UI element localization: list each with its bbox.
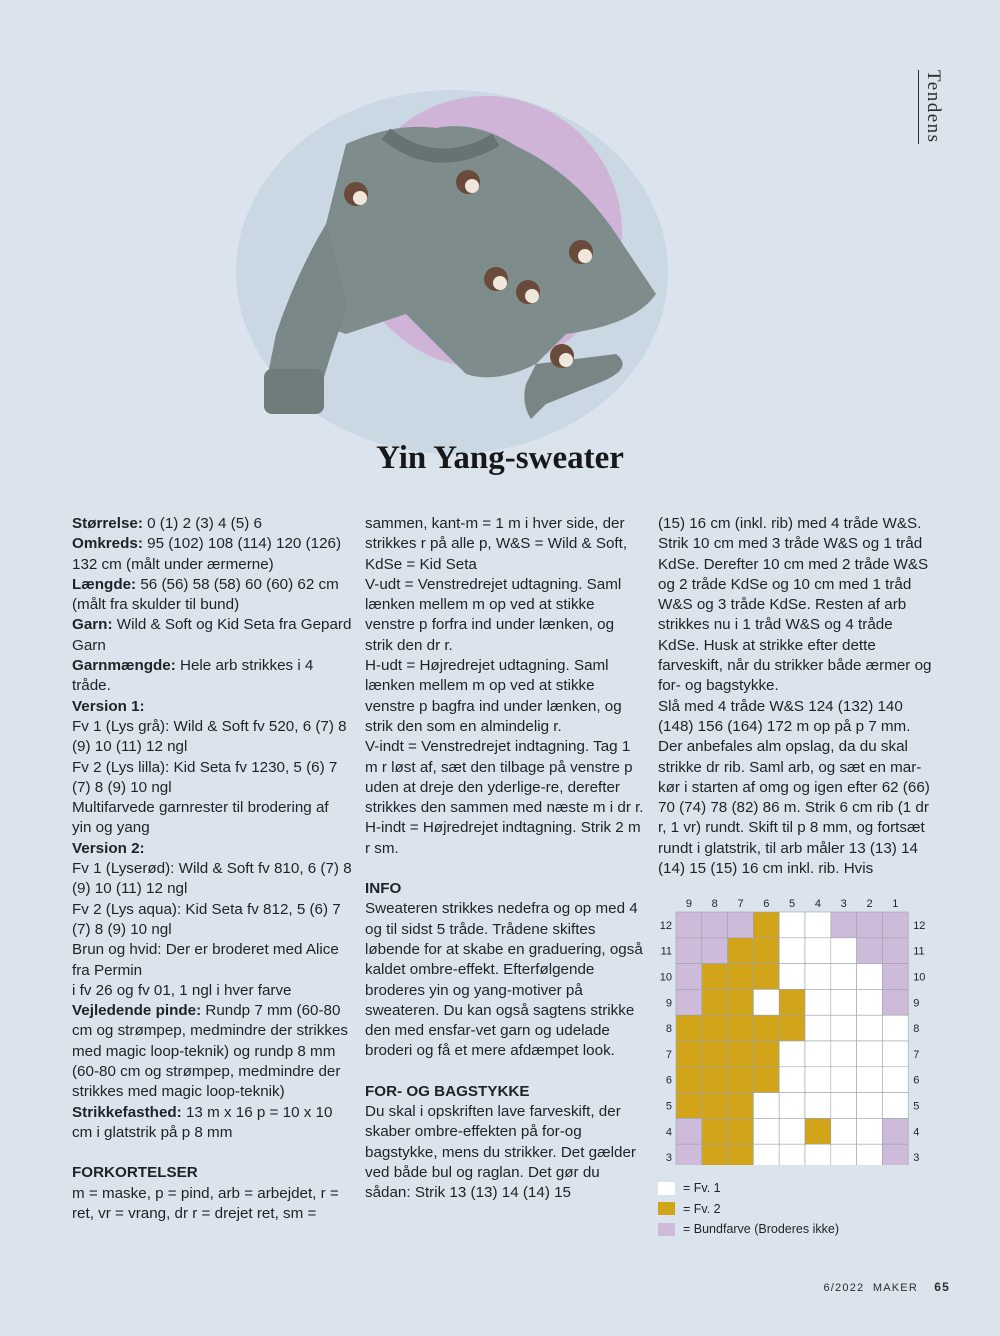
chart-cell [779, 964, 805, 990]
chart-cell [702, 989, 728, 1015]
chart-cell [676, 938, 702, 964]
chart-cell [857, 1118, 883, 1144]
spec-label: Omkreds: [72, 535, 143, 553]
chart-cell [753, 964, 779, 990]
spec-line [72, 758, 352, 799]
chart-cell [702, 964, 728, 990]
spec-value: Hele arb strikkes i 4 tråde. [72, 657, 314, 695]
chart-row-label-right: 6 [913, 1074, 920, 1087]
spec-line [72, 798, 352, 839]
chart-cell [805, 1118, 831, 1144]
column-1 [72, 514, 352, 1224]
chart-cell [779, 912, 805, 938]
spec-line [72, 575, 352, 616]
chart-row-label-left: 8 [665, 1023, 672, 1036]
spec-line [72, 697, 352, 717]
section-tag: Tendens [918, 70, 944, 144]
legend-swatch [658, 1202, 675, 1215]
embroidery-chart [654, 895, 930, 1165]
chart-cell [702, 912, 728, 938]
chart-cell [857, 989, 883, 1015]
chart-cell [753, 1118, 779, 1144]
chart-cell [857, 938, 883, 964]
front-back-heading: FOR- OG BAGSTYKKE [365, 1082, 530, 1100]
chart-cell [857, 1041, 883, 1067]
spec-value: Wild & Soft og Kid Seta fra Gepard Garn [72, 616, 352, 654]
chart-col-label-top: 4 [814, 898, 821, 910]
spec-line [72, 1001, 352, 1102]
chart-row-label-left: 12 [659, 919, 672, 932]
chart-cell [702, 1067, 728, 1093]
chart-cell [831, 1067, 857, 1093]
chart-cell [882, 1144, 908, 1165]
chart-cell [676, 1093, 702, 1119]
chart-cell [831, 1118, 857, 1144]
chart-cell [882, 1067, 908, 1093]
chart-cell [676, 989, 702, 1015]
chart-cell [676, 912, 702, 938]
chart-cell [779, 1144, 805, 1165]
chart-cell [676, 1118, 702, 1144]
chart-row-label-left: 10 [659, 971, 672, 984]
spec-line [72, 1103, 352, 1144]
chart-cell [831, 1093, 857, 1119]
spec-line [72, 534, 352, 575]
spec-line [72, 839, 352, 859]
chart-cell [728, 1067, 754, 1093]
chart-cell [753, 1144, 779, 1165]
chart-cell [857, 964, 883, 990]
chart-cell [702, 1093, 728, 1119]
spec-value: Fv 2 (Lys lilla): Kid Seta fv 1230, 5 (6) 7 (7) 8 (9) 10 ngl [72, 758, 338, 796]
spec-line [72, 656, 352, 697]
abbreviations-text: m = maske, p = pind, arb = arbejdet, r = ret, vr = vrang, dr r = drejet ret, sm = [72, 1184, 339, 1222]
spec-line [72, 615, 352, 656]
chart-cell [676, 1041, 702, 1067]
chart-cell [779, 1041, 805, 1067]
chart-row-label-right: 11 [913, 945, 925, 958]
spec-label: Størrelse: [72, 515, 143, 532]
chart-row-label-left: 4 [665, 1126, 672, 1139]
chart-col-label-top: 3 [840, 898, 847, 910]
chart-row-label-right: 10 [913, 971, 926, 984]
column-3 [658, 514, 938, 879]
spec-value: 13 m x 16 p = 10 x 10 cm i glatstrik på p 8 mm [72, 1103, 333, 1141]
spec-value: 95 (102) 108 (114) 120 (126) 132 cm (målt under ærmerne) [72, 535, 342, 573]
spec-value: Fv 1 (Lys grå): Wild & Soft fv 520, 6 (7) 8 (9) 10 (11) 12 ngl [72, 717, 347, 756]
legend-label: = Fv. 2 [683, 1201, 721, 1216]
chart-cell [779, 1093, 805, 1119]
spec-value: 56 (56) 58 (58) 60 (60) 62 cm (målt fra skulder til bund) [72, 575, 339, 614]
chart-cell [728, 1118, 754, 1144]
chart-cell [702, 938, 728, 964]
chart-col-label-top: 9 [685, 898, 692, 910]
chart-cell [728, 1093, 754, 1119]
chart-row-label-left: 3 [665, 1152, 672, 1165]
legend-item [658, 1199, 839, 1220]
chart-cell [831, 938, 857, 964]
abbreviation-line: H-udt = Højredrejet udtagning. Saml lænken mellem m op ved at stikke venstre p bagfra ind under lænken, og strik den som en almindelig r. [365, 657, 622, 735]
chart-cell [805, 1015, 831, 1041]
chart-col-label-top: 2 [866, 898, 873, 910]
chart-cell [882, 964, 908, 990]
chart-row-label-right: 5 [913, 1100, 920, 1113]
chart-cell [805, 989, 831, 1015]
chart-cell [779, 1118, 805, 1144]
chart-cell [728, 964, 754, 990]
spec-value: Fv 2 (Lys aqua): Kid Seta fv 812, 5 (6) 7 (7) 8 (9) 10 ngl [72, 900, 341, 938]
chart-cell [882, 912, 908, 938]
chart-cell [857, 1093, 883, 1119]
chart-cell [857, 912, 883, 938]
page-footer [823, 1280, 950, 1294]
chart-cell [779, 1015, 805, 1041]
chart-cell [857, 1015, 883, 1041]
chart-cell [831, 1041, 857, 1067]
spec-label: Version 2: [72, 839, 145, 857]
chart-cell [805, 1093, 831, 1119]
chart-cell [857, 1144, 883, 1165]
chart-cell [882, 1093, 908, 1119]
chart-cell [831, 989, 857, 1015]
chart-col-label-top: 5 [789, 898, 796, 910]
continued-text: (15) 16 cm (inkl. rib) med 4 tråde W&S. Strik 10 cm med 3 tråde W&S og 1 tråd KdSe. Derefter 10 cm med 2 tråde W&S og 2 tråde KdSe og 10 cm med 1 tråd W&S og 3 tråde KdSe. Resten af arb strikkes nu i 1 tråd W&S og 4 tråde KdSe. Husk at strikke efter dette farveskift, når du strikker både ærmer og for- og bagstykke. [658, 515, 932, 695]
spec-line [72, 717, 352, 758]
chart-cell [831, 1015, 857, 1041]
spec-line [72, 859, 352, 900]
chart-row-label-right: 12 [913, 919, 926, 932]
chart-cell [728, 1144, 754, 1165]
chart-cell [831, 964, 857, 990]
chart-row-label-right: 9 [913, 997, 920, 1010]
chart-row-label-left: 6 [665, 1074, 672, 1087]
magazine-name: MAKER [872, 1282, 918, 1294]
spec-line [72, 940, 352, 981]
spec-value: 0 (1) 2 (3) 4 (5) 6 [142, 515, 262, 532]
spec-line [72, 514, 352, 534]
spec-label: Version 1: [72, 697, 145, 715]
chart-row-label-right: 3 [913, 1152, 920, 1165]
chart-cell [702, 1144, 728, 1165]
spec-label: Vejledende pinde: [72, 1002, 202, 1020]
info-heading: INFO [365, 880, 402, 898]
chart-cell [676, 1144, 702, 1165]
chart-row-label-left: 11 [660, 945, 672, 958]
chart-cell [753, 1015, 779, 1041]
info-text: Sweateren strikkes nedefra og op med 4 og til sidst 5 tråde. Trådene skiftes løbende for at skabe en graduering, også kaldet ombre-effekt. Efterfølgende broderes yin og yang-motiver på sweateren. Du kan også sagtens strikke den med ensfar-vet garn og udelade broderi og få et mere afdæmpet look. [365, 900, 643, 1060]
legend-swatch [658, 1182, 675, 1195]
spec-value: i fv 26 og fv 01, 1 ngl i hver farve [72, 981, 292, 999]
abbreviations-heading: FORKORTELSER [72, 1164, 198, 1182]
chart-cell [805, 1067, 831, 1093]
chart-cell [728, 1041, 754, 1067]
legend-label: = Bundfarve (Broderes ikke) [683, 1222, 839, 1237]
spec-value: Rundp 7 mm (60-80 cm og strømpep, medmindre der strikkes med magic loop-teknik) og rundp 8 mm (60-80 cm og strømpep, medmindre der strikkes med magic loop-teknik) [72, 1002, 348, 1101]
chart-row-label-right: 4 [913, 1126, 920, 1139]
spec-line [72, 900, 352, 941]
chart-col-label-top: 7 [737, 898, 744, 910]
chart-col-label-top: 8 [711, 898, 718, 910]
chart-cell [753, 938, 779, 964]
chart-row-label-left: 5 [665, 1100, 672, 1113]
chart-cell [882, 989, 908, 1015]
chart-cell [779, 1067, 805, 1093]
issue-number: 6/2022 [823, 1282, 865, 1294]
chart-cell [676, 964, 702, 990]
chart-cell [882, 938, 908, 964]
article-title: Yin Yang-sweater [376, 440, 624, 476]
abbreviation-line: sammen, kant-m = 1 m i hver side, der strikkes r på alle p, W&S = Wild & Soft, KdSe = Kid Seta [365, 515, 628, 573]
spec-label: Længde: [72, 575, 137, 593]
chart-cell [753, 912, 779, 938]
chart-cell [882, 1118, 908, 1144]
chart-cell [805, 1041, 831, 1067]
chart-row-label-left: 9 [665, 997, 672, 1010]
spec-label: Strikkefasthed: [72, 1103, 182, 1121]
spec-label: Garn: [72, 616, 113, 634]
legend-swatch [658, 1223, 675, 1236]
chart-cell [728, 938, 754, 964]
page-number: 65 [934, 1280, 950, 1294]
chart-cell [676, 1067, 702, 1093]
spec-value: Fv 1 (Lyserød): Wild & Soft fv 810, 6 (7) 8 (9) 10 (11) 12 ngl [72, 860, 352, 898]
chart-cell [805, 912, 831, 938]
legend-item [658, 1178, 839, 1199]
abbreviation-line: H-indt = Højredrejet indtagning. Strik 2 m r sm. [365, 819, 641, 857]
spec-value: Brun og hvid: Der er broderet med Alice fra Permin [72, 941, 339, 979]
front-back-text: Du skal i opskriften lave farveskift, der skaber ombre-effekten på for-og bagstykke, mens du strikker. Det gælder ved både bul og raglan. Det gør du sådan: Strik 13 (13) 14 (14) 15 [365, 1103, 636, 1202]
legend-label: = Fv. 1 [683, 1181, 721, 1196]
spec-label: Garnmængde: [72, 657, 176, 675]
chart-cell [676, 1015, 702, 1041]
abbreviation-line: V-indt = Venstredrejet indtagning. Tag 1 m r løst af, sæt den tilbage på venstre p uden at dreje den yderlige-re, derefter strikkes den sammen med næste m i dr r. [365, 738, 644, 817]
chart-cell [728, 1015, 754, 1041]
chart-cell [702, 1118, 728, 1144]
chart-cell [702, 1015, 728, 1041]
chart-cell [728, 912, 754, 938]
legend-item [658, 1219, 839, 1240]
chart-cell [857, 1067, 883, 1093]
chart-cell [702, 1041, 728, 1067]
chart-cell [805, 1144, 831, 1165]
column-2 [365, 514, 645, 1204]
chart-cell [753, 1041, 779, 1067]
cast-on-text: Slå med 4 tråde W&S 124 (132) 140 (148) 156 (164) 172 m op på p 7 mm. Der anbefales alm opslag, da du skal strikke dr rib. Saml arb, og sæt en mar-kør i starten af omg og igen efter 62 (66) 70 (74) 78 (82) 86 m. Strik 6 cm rib (1 dr r, 1 vr) rundt. Skift til p 8 mm, og fortsæt rundt i glatstrik, til arb måler 13 (13) 14 (14) 15 (15) 16 cm inkl. rib. Hvis [658, 697, 930, 878]
chart-cell [728, 989, 754, 1015]
chart-cell [805, 964, 831, 990]
chart-cell [753, 1093, 779, 1119]
chart-cell [882, 1041, 908, 1067]
chart-cell [882, 1015, 908, 1041]
chart-legend [658, 1178, 839, 1240]
chart-cell [805, 938, 831, 964]
abbreviation-line: V-udt = Venstredrejet udtagning. Saml lænken mellem m op ved at stikke venstre p forfra ind under lænken, og strik den dr r. [365, 575, 622, 654]
chart-cell [779, 938, 805, 964]
chart-col-label-top: 1 [892, 898, 899, 910]
chart-cell [831, 1144, 857, 1165]
chart-cell [831, 912, 857, 938]
chart-col-label-top: 6 [763, 898, 770, 910]
sweater-photo [236, 84, 672, 456]
chart-row-label-right: 7 [913, 1048, 920, 1061]
chart-row-label-left: 7 [665, 1048, 672, 1061]
chart-cell [753, 1067, 779, 1093]
chart-cell [753, 989, 779, 1015]
chart-row-label-right: 8 [913, 1023, 920, 1036]
chart-cell [779, 989, 805, 1015]
spec-value: Multifarvede garnrester til brodering af yin og yang [72, 799, 329, 837]
spec-line [72, 981, 352, 1001]
